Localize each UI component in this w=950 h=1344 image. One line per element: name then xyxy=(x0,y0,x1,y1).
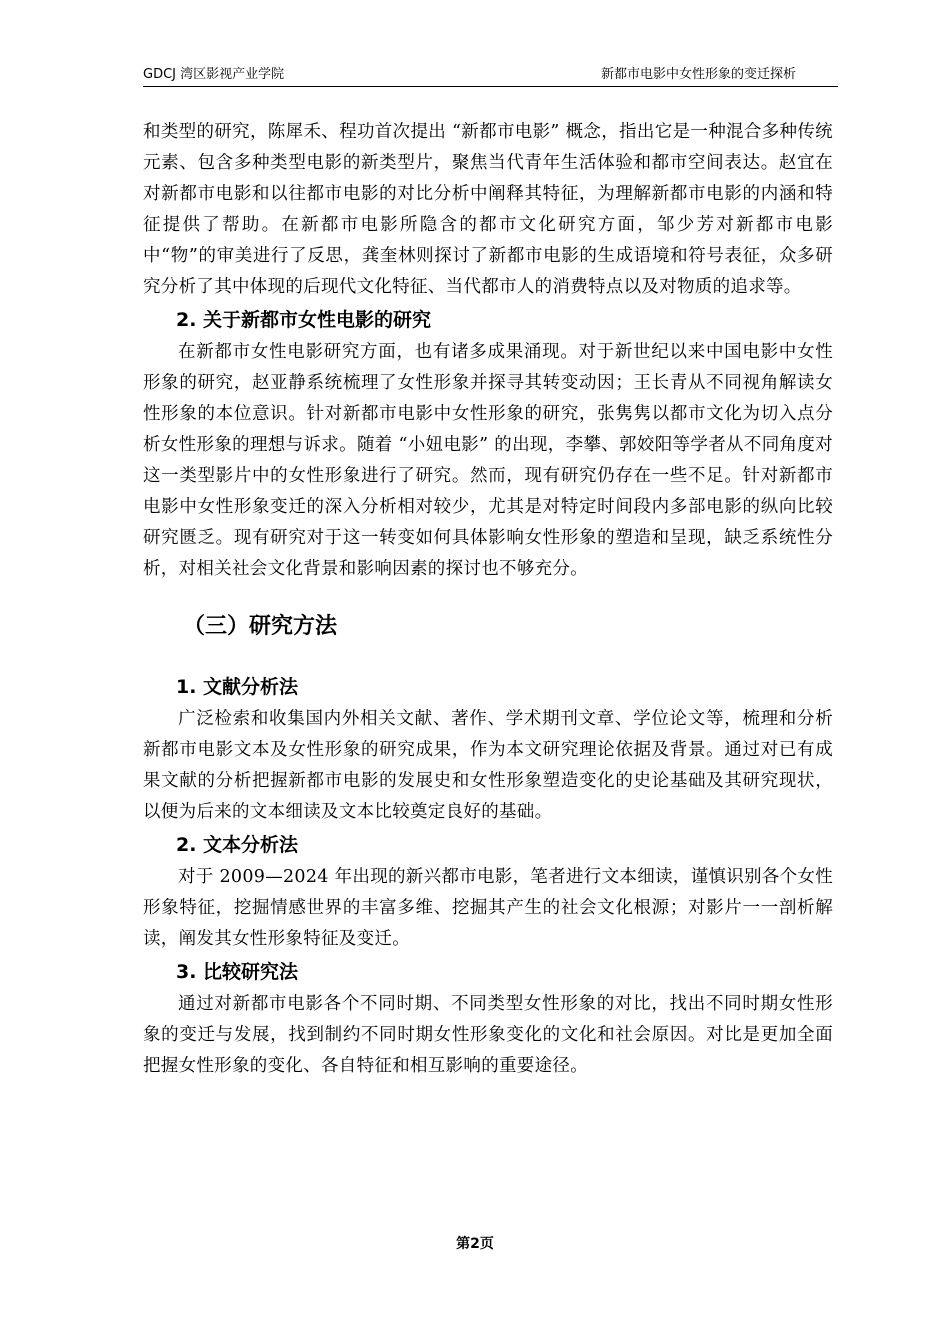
page-body xyxy=(143,117,833,1082)
body-paragraph-4: 对于 2009—2024 年出现的新兴都市电影，笔者进行文本细读，谨慎识别各个女性形象特征，挖掘情感世界的丰富多维、挖掘其产生的社会文化根源；对影片一一剖析解读，阐发其女性形象特征及变迁。 xyxy=(143,867,833,949)
page-number: 第2页 xyxy=(456,1236,494,1252)
subheading-comparative-research: 3. 比较研究法 xyxy=(176,961,299,983)
subheading-literature-analysis: 1. 文献分析法 xyxy=(176,676,299,698)
spacer xyxy=(143,585,833,612)
page-header xyxy=(143,66,838,87)
spacer xyxy=(143,642,833,670)
body-paragraph-3: 广泛检索和收集国内外相关文献、著作、学术期刊文章、学位论文等，梳理和分析新都市电影文本及女性形象的研究成果，作为本文研究理论依据及背景。通过对已有成果文献的分析把握新都市电影的发展史和女性形象塑造变化的史论基础及其研究现状，以便为后来的文本细读及文本比较奠定良好的基础。 xyxy=(143,709,833,822)
header-institution: GDCJ 湾区影视产业学院 xyxy=(143,67,285,82)
body-paragraph-1: 和类型的研究，陈犀禾、程功首次提出 “新都市电影” 概念，指出它是一种混合多种传统元素、包含多种类型电影的新类型片，聚焦当代青年生活体验和都市空间表达。赵宜在对新都市电影和以往都市电影的对比分析中阐释其特征，为理解新都市电影的内涵和特征提供了帮助。在新都市电影所隐含的都市文化研究方面，邹少芳对新都市电影中“物”的审美进行了反思，龚奎林则探讨了新都市电影的生成语境和符号表征，众多研究分析了其中体现的后现代文化特征、当代都市人的消费特点以及对物质的追求等。 xyxy=(143,122,833,297)
subheading-text-analysis: 2. 文本分析法 xyxy=(176,834,299,856)
subheading-new-urban-female-film-research: 2. 关于新都市女性电影的研究 xyxy=(176,309,432,331)
header-paper-title: 新都市电影中女性形象的变迁探析 xyxy=(600,67,796,82)
section-heading-research-methods: （三）研究方法 xyxy=(183,614,338,639)
body-paragraph-2: 在新都市女性电影研究方面，也有诸多成果涌现。对于新世纪以来中国电影中女性形象的研究，赵亚静系统梳理了女性形象并探寻其转变动因；王长青从不同视角解读女性形象的本位意识。针对新都市电影中女性形象的研究，张隽隽以都市文化为切入点分析女性形象的理想与诉求。随着 “小妞电影” 的出现，李攀、郭姣阳等学者从不同角度对这一类型影片中的女性形象进行了研究。然而，现有研究仍存在一些不足。针对新都市电影中女性形象变迁的深入分析相对较少，尤其是对特定时间段内多部电影的纵向比较研究匮乏。现有研究对于这一转变如何具体影响女性形象的塑造和呈现，缺乏系统性分析，对相关社会文化背景和影响因素的探讨也不够充分。 xyxy=(143,342,833,579)
body-paragraph-5: 通过对新都市电影各个不同时期、不同类型女性形象的对比，找出不同时期女性形象的变迁与发展，找到制约不同时期女性形象变化的文化和社会原因。对比是更加全面把握女性形象的变化、各自特征和相互影响的重要途径。 xyxy=(143,994,833,1076)
